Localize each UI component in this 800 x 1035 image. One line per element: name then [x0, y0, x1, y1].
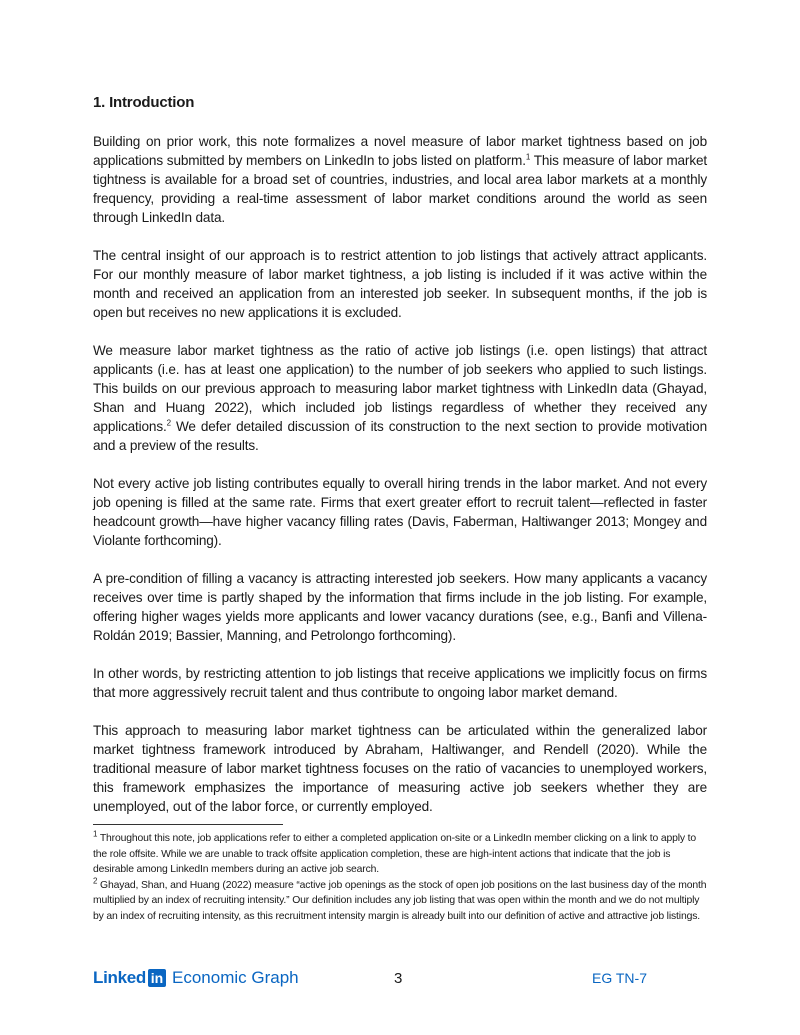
logo-wordmark: Linked — [93, 968, 146, 987]
footnote-divider — [93, 824, 283, 825]
paragraph-7: This approach to measuring labor market tightness can be articulated within the generalized labor market tightness framework introduced by Abraham, Haltiwanger, and Rendell (2020). While the traditional measure of labor market tightness focuses on the ratio of vacancies to unemployed workers, this framework emphasizes the importance of measuring active job seekers whether they are unemployed, out of the labor force, or currently employed. — [93, 723, 707, 814]
paragraph-5: A pre-condition of filling a vacancy is attracting interested job seekers. How many applicants a vacancy receives over time is partly shaped by the information that firms include in the job listing. For example, offering higher wages yields more applicants and lower vacancy durations (see, e.g., Banfi and Villena-Roldán 2019; Bassier, Manning, and Petrolongo forthcoming). — [93, 571, 707, 643]
paragraph-3: We measure labor market tightness as the ratio of active job listings (i.e. open listings) that attract applicants (i.e. has at least one application) to the number of job seekers who applied to such listings. This builds on our previous approach to measuring labor market tightness with LinkedIn data (Ghayad, Shan and Huang 2022), which included job listings regardless of whether they received any applications.$^2$ We defer detailed discussion of its construction to the next section to provide motivation and a preview of the results. — [93, 343, 707, 453]
page-footer — [0, 965, 800, 995]
paragraph-6: In other words, by restricting attention to job listings that receive applications we implicitly focus on firms that more aggressively recruit talent and thus contribute to ongoing labor market demand. — [93, 666, 707, 700]
paragraph-1: Building on prior work, this note formalizes a novel measure of labor market tightness based on job applications submitted by members on LinkedIn to jobs listed on platform.$^1$ This measure of labor market tightness is available for a broad set of countries, industries, and local area labor markets at a monthly frequency, providing a real-time assessment of labor market conditions around the world as seen through LinkedIn data. — [93, 134, 707, 225]
body-text — [93, 132, 707, 835]
linkedin-economic-graph-logo — [93, 968, 299, 988]
section-heading: 1. Introduction — [93, 94, 195, 111]
paragraph-4: Not every active job listing contributes equally to overall hiring trends in the labor market. And not every job opening is filled at the same rate. Firms that exert greater effort to recruit talent—reflected in faster headcount growth—have higher vacancy filling rates (Davis, Faberman, Haltiwanger 2013; Mongey and Violante forthcoming). — [93, 476, 707, 548]
linkedin-in-icon: in — [148, 969, 166, 987]
footnote-ref-2[interactable]: 2 — [166, 418, 171, 428]
footnote-2: $^2$ Ghayad, Shan, and Huang (2022) measure “active job openings as the stock of open job positions on the last business day of the month multiplied by an index of recruiting intensity.” Our definition includes any job listing that was open within the month and we do not multiply by an index of recruiting intensity, as this recruitment intensity margin is already built into our definition of active and attractive job listings. — [93, 876, 707, 922]
page-number: 3 — [394, 970, 403, 987]
footnote-ref-1[interactable]: 1 — [525, 152, 531, 162]
paragraph-2: The central insight of our approach is to restrict attention to job listings that actively attract applicants. For our monthly measure of labor market tightness, a job listing is included if it was active within the month and received an application from an interested job seeker. In subsequent months, if the job is open but receives no new applications it is excluded. — [93, 248, 707, 320]
document-id: EG TN-7 — [592, 970, 647, 986]
footnote-1: $^1$ Throughout this note, job applications refer to either a completed application on-site or a LinkedIn member clicking on a link to apply to the role offsite. While we are unable to track offsite application completion, these are high-intent actions that indicate that the job is desirable among LinkedIn members during an active job search. — [93, 829, 697, 875]
logo-suffix: Economic Graph — [172, 968, 299, 987]
footnotes — [93, 831, 707, 924]
